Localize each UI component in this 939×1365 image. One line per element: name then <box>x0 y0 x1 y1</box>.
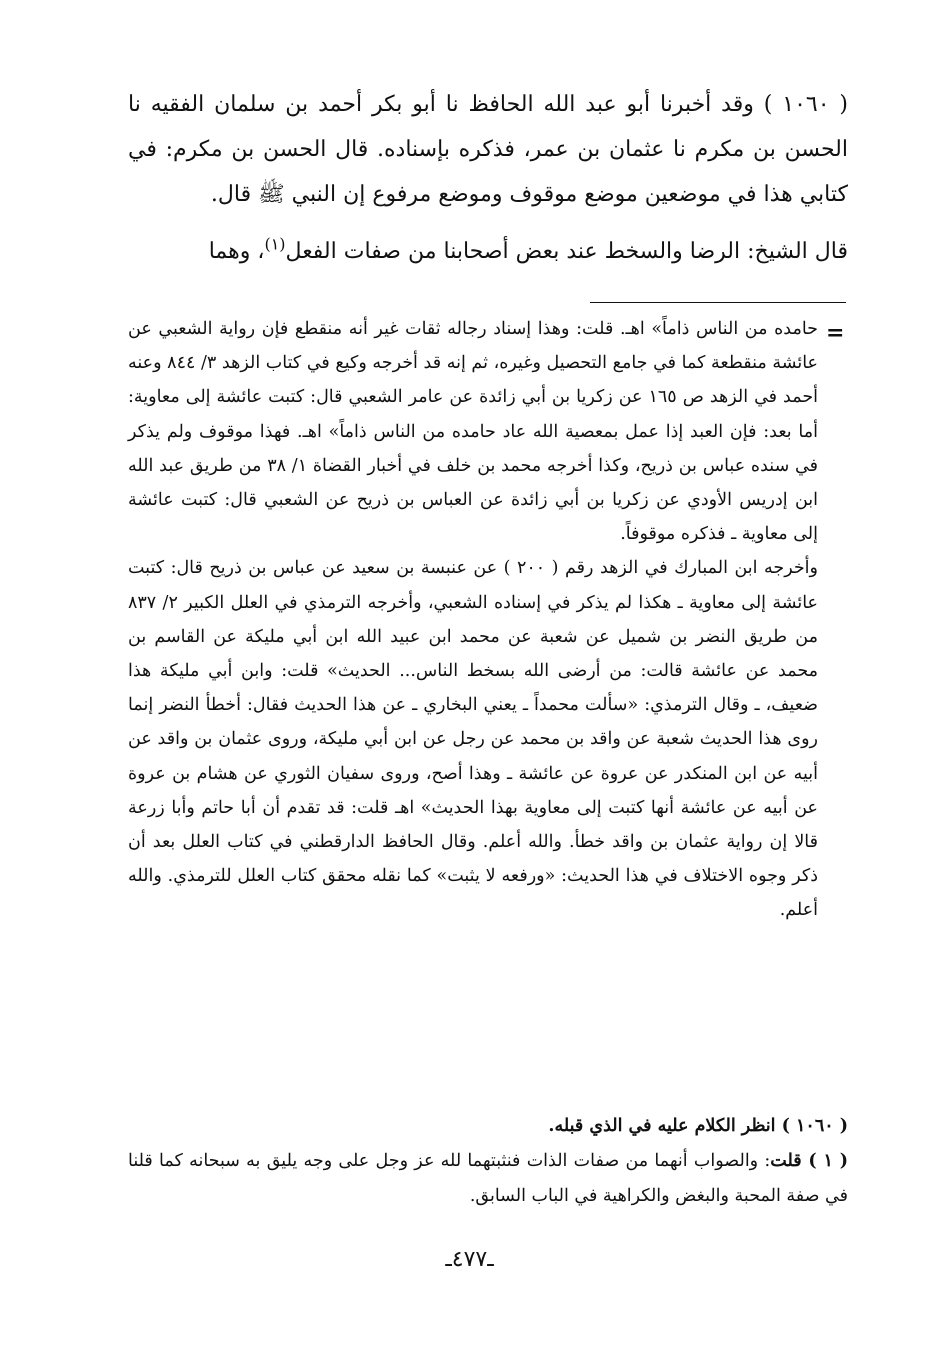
footnotes-block <box>128 312 818 928</box>
sheikh-commentary-text: قال الشيخ: الرضا والسخط عند بعض أصحابنا من صفات الفعل <box>285 239 848 264</box>
footnote-divider <box>590 302 846 303</box>
sheikh-commentary-end: ، وهما <box>208 239 265 264</box>
page-number: ـ٤٧٧ـ <box>445 1247 494 1272</box>
hadith-1060-paragraph <box>128 82 848 217</box>
sheikh-commentary-paragraph <box>128 229 848 274</box>
note-1-lead: ( ١ ) قلت <box>770 1151 848 1171</box>
endnotes-block <box>128 1109 848 1214</box>
main-text <box>128 82 848 274</box>
footnote-paragraph: حامده من الناس ذاماً» اهـ. قلت: وهذا إسناد رجاله ثقات غير أنه منقطع فإن رواية الشعبي عن عائشة منقطعة كما في جامع التحصيل وغيره، ثم إنه قد أخرجه وكيع في كتاب الزهد ٣/ ٨٤٤ وعنه أحمد في الزهد ص ١٦٥ عن زكريا بن أبي زائدة عن عامر الشعبي قال: كتبت عائشة إلى معاوية: أما بعد: فإن العبد إذا عمل بمعصية الله عاد حامده من الناس ذاماً» اهـ. فهذا موقوف ولم يذكر في سنده عباس بن ذريح، وكذا أخرجه محمد بن خلف في أخبار القضاة ١/ ٣٨ من طريق عبد الله ابن إدريس الأودي عن زكريا بن أبي زائدة عن العباس بن ذريح عن الشعبي قال: كتبت عائشة إلى معاوية ـ فذكره موقوفاً. <box>128 319 818 545</box>
footnote-marker: (١) <box>264 234 286 254</box>
note-1060: ( ١٠٦٠ ) انظر الكلام عليه في الذي قبله. <box>548 1116 848 1136</box>
continuation-mark: = <box>826 320 845 346</box>
note-1 <box>128 1144 848 1214</box>
footnote-paragraph: وأخرجه ابن المبارك في الزهد رقم ( ٢٠٠ ) عن عنبسة بن سعيد عن عباس بن ذريح قال: كتبت عائشة إلى معاوية ـ هكذا لم يذكر في إسناده الشعبي، وأخرجه الترمذي في العلل الكبير ٢/ ٨٣٧ من طريق النضر بن شميل عن شعبة عن محمد ابن عبيد الله ابن أبي مليكة عن القاسم بن محمد عن عائشة قالت: من أرضى الله بسخط الناس... الحديث» قلت: وابن أبي مليكة هذا ضعيف، ـ وقال الترمذي: «سألت محمداً ـ يعني البخاري ـ عن هذا الحديث فقال: أخطأ النضر إنما روى هذا الحديث شعبة عن واقد بن محمد عن رجل عن ابن أبي مليكة، وروى عثمان بن واقد عن أبيه عن ابن المنكدر عن عروة عن عائشة ـ وهذا أصح، وروى سفيان الثوري عن هشام بن عروة عن أبيه عن عائشة أنها كتبت إلى معاوية بهذا الحديث» اهـ قلت: قد تقدم أن أبا حاتم وأبا زرعة قالا إن رواية عثمان بن واقد خطأ. والله أعلم. وقال الحافظ الدارقطني في كتاب العلل بعد أن ذكر وجوه الاختلاف في هذا الحديث: «ورفعه لا يثبت» كما نقله محقق كتاب العلل للترمذي. والله أعلم. <box>128 558 818 921</box>
note-1-text: : والصواب أنهما من صفات الذات فنثبتهما لله عز وجل على وجه يليق به سبحانه كما قلنا في صفة المحبة والبغض والكراهية في الباب السابق. <box>128 1151 848 1206</box>
hadith-1060-text: ( ١٠٦٠ ) وقد أخبرنا أبو عبد الله الحافظ نا أبو بكر أحمد بن سلمان الفقيه نا الحسن بن مكرم نا عثمان بن عمر، فذكره بإسناده. قال الحسن بن مكرم: في كتابي هذا في موضعين موضع موقوف وموضع مرفوع إن النبي ﷺ قال. <box>128 92 848 207</box>
